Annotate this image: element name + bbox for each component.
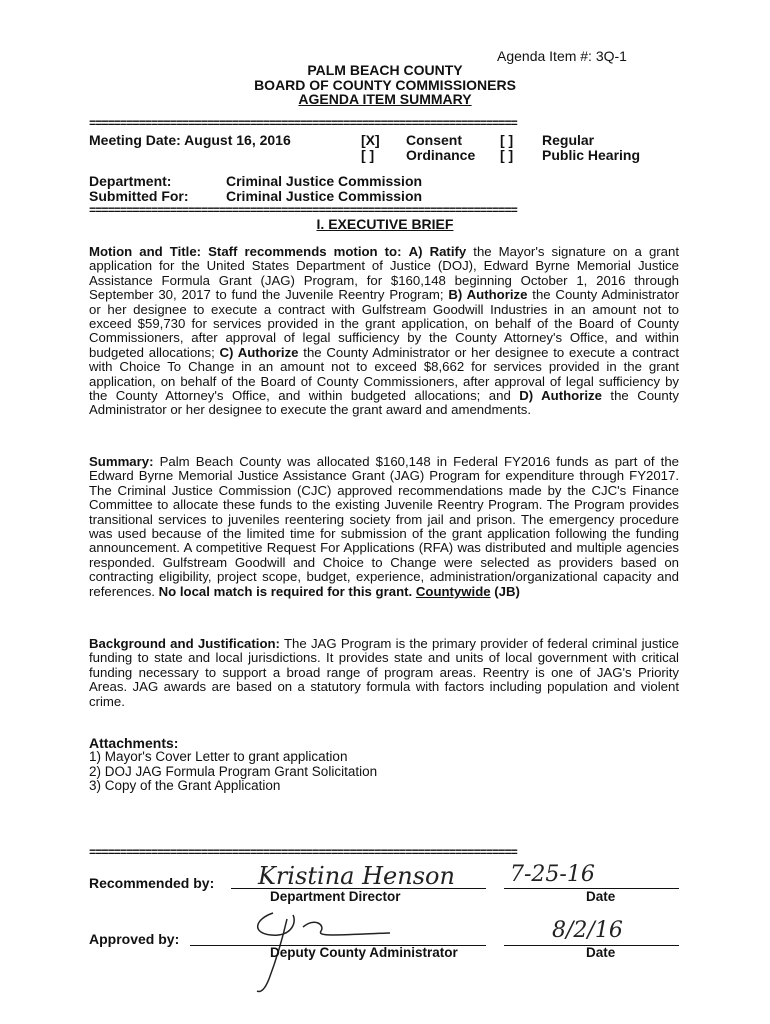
approved-by-label: Approved by: xyxy=(89,931,180,947)
consent-label: Consent xyxy=(406,132,462,148)
background-lead: Background and Justification: xyxy=(89,636,280,651)
public-hearing-checkbox[interactable]: [ ] xyxy=(500,147,514,163)
attachment-item: 3) Copy of the Grant Application xyxy=(89,778,281,793)
meeting-date: Meeting Date: August 16, 2016 xyxy=(89,132,291,148)
approved-date-caption: Date xyxy=(586,945,616,960)
attachment-item: 1) Mayor's Cover Letter to grant application xyxy=(89,749,348,764)
summary-lead: Summary: xyxy=(89,454,154,469)
approved-date-handwritten: 8/2/16 xyxy=(552,918,623,943)
countywide-label: Countywide xyxy=(415,583,491,599)
county-name: PALM BEACH COUNTY xyxy=(307,62,463,78)
motion-c-text: the County Administrator or her designee to execute a contract with Choice To Change in an amount not to exceed $8,662 for services provided in the grant application, on behalf of the Board of County Commissioners, after approval of legal sufficiency by the County Attorney's Office, and within budgeted allocations; and xyxy=(89,344,679,404)
ordinance-label: Ordinance xyxy=(406,147,476,163)
submitted-for-value: Criminal Justice Commission xyxy=(226,188,423,204)
motion-a-text: the Mayor's signature on a grant application for the United States Department of Justice (DOJ), Edward Byrne Memorial Justice Assistance Formula Grant (JAG) Program, for $160,148 beginning October 1, 2016 through September 30, 2017 to fund the Juvenile Reentry Program; xyxy=(89,244,680,303)
motion-d-label: D) Authorize xyxy=(519,388,602,404)
motion-b-label: B) Authorize xyxy=(448,287,528,303)
recommended-date-handwritten: 7-25-16 xyxy=(510,862,595,887)
document-title: AGENDA ITEM SUMMARY xyxy=(298,91,472,107)
department-director-caption: Department Director xyxy=(270,889,401,904)
board-name: BOARD OF COUNTY COMMISSIONERS xyxy=(254,77,516,93)
consent-checkbox[interactable]: [X] xyxy=(361,132,380,148)
attachment-item: 2) DOJ JAG Formula Program Grant Solicitation xyxy=(89,764,378,779)
recommended-by-label: Recommended by: xyxy=(89,875,215,891)
background-text: The JAG Program is the primary provider of federal criminal justice funding to state and local jurisdictions. It provides state and units of local government with critical funding necessary to support a broad range of program areas. Reentry is one of JAG's Priority Areas. JAG awards are based on a statutory formula with factors including population and violent crime. xyxy=(89,636,679,709)
summary-paragraph xyxy=(89,455,679,599)
motion-a-label: A) Ratify xyxy=(408,244,467,259)
motion-b-text: the County Administrator or her designee to execute a contract with Gulfstream Goodwill Industries in an amount not to exceed $59,730 for services provided in the grant application, on behalf of the Board of County Commissioners, after approval of legal sufficiency by the County Attorney's Office, and within budgeted allocations; xyxy=(89,287,679,360)
attachments-heading: Attachments: xyxy=(89,735,179,751)
regular-label: Regular xyxy=(542,132,595,148)
public-hearing-label: Public Hearing xyxy=(542,147,641,163)
motion-lead2: Staff recommends motion to: xyxy=(208,244,402,259)
motion-d-text: the County Administrator or her designee to execute the grant award and amendments. xyxy=(89,388,679,418)
motion-paragraph xyxy=(89,245,679,418)
executive-brief-heading: I. EXECUTIVE BRIEF xyxy=(316,216,454,232)
department-director-signature: Kristina Henson xyxy=(258,862,455,890)
submitted-for-label: Submitted For: xyxy=(89,188,189,204)
regular-checkbox[interactable]: [ ] xyxy=(500,132,514,148)
summary-bold-tail: No local match is required for this grant. xyxy=(158,583,413,599)
motion-lead: Motion and Title: xyxy=(89,244,202,259)
separator-section: ===================================================================== xyxy=(89,206,517,216)
department-label: Department: xyxy=(89,173,172,189)
summary-initials: (JB) xyxy=(490,583,520,599)
deputy-county-administrator-caption: Deputy County Administrator xyxy=(270,945,458,960)
agenda-item-number: Agenda Item #: 3Q-1 xyxy=(497,48,627,64)
department-value: Criminal Justice Commission xyxy=(226,173,423,189)
motion-c-label: C) Authorize xyxy=(219,344,299,360)
summary-text: Palm Beach County was allocated $160,148 in Federal FY2016 funds as part of the Edward Byrne Memorial Justice Assistance Grant (JAG) Program for expenditure through FY2017. The Criminal Justice Commission (CJC) approved recommendations made by the CJC's Finance Committee to allocate these funds to the existing Juvenile Reentry Program. The Program provides transitional services to juveniles reentering society from jail and prison. The emergency procedure was used because of the limited time for submission of the grant application following the funding announcement. A competitive Request For Applications (RFA) was distributed and multiple agencies responded. Gulfstream Goodwill and Choice to Change were selected as providers based on contracting eligibility, project scope, budget, experience, administration/organizational capacity and references. xyxy=(89,454,679,599)
background-paragraph xyxy=(89,637,679,709)
ordinance-checkbox[interactable]: [ ] xyxy=(361,147,375,163)
separator-bottom: ===================================================================== xyxy=(89,848,517,858)
recommended-date-caption: Date xyxy=(586,889,616,904)
separator-top: ===================================================================== xyxy=(89,119,517,129)
